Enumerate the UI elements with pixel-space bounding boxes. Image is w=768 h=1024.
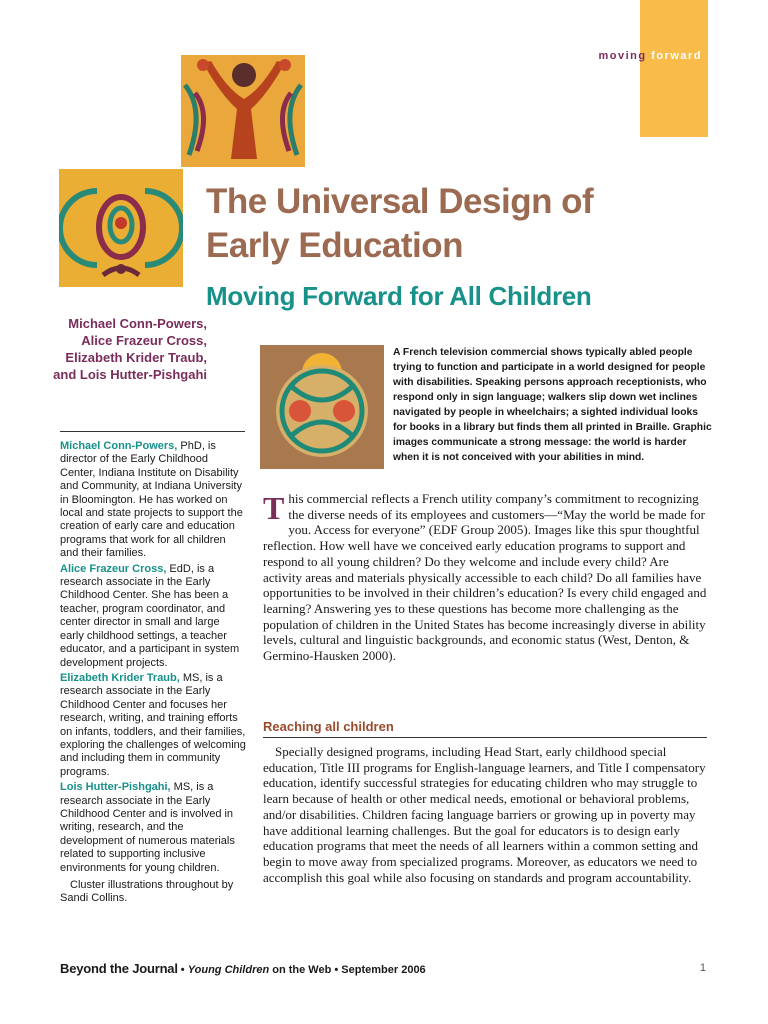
author-line: Michael Conn-Powers, — [68, 316, 207, 331]
bio — [60, 563, 246, 670]
author-line: Alice Frazeur Cross, — [81, 333, 207, 348]
bio-name: Michael Conn-Powers, — [60, 440, 178, 452]
body-paragraph: Specially designed programs, including Head Start, early childhood special education, Title III programs for English-language learners, and Title I compensatory education, identify successful strategies for educating children who may struggle to learn because of health or other medical needs, emotional or behavioral problems, and/or disabilities. Children facing language barriers or growing up in poverty may have additional learning challenges. But the goal for educators is to design early education programs that meet the needs of all learners within a common setting and begin to move away from specialized programs. Moreover, as educators we need to accomplish this goal while also focusing on standards and program accountability. — [263, 744, 706, 885]
footer-separator: • — [177, 964, 188, 976]
bio-name: Elizabeth Krider Traub, — [60, 671, 180, 684]
publication-name: Young Children — [187, 964, 270, 976]
illustration-credit: Cluster illustrations throughout by Sandi Collins. — [60, 879, 234, 905]
section-kicker — [540, 50, 702, 62]
journal-name: Beyond the Journal — [60, 961, 178, 976]
kicker-word-2: forward — [651, 50, 702, 62]
bio — [60, 440, 246, 561]
intro-paragraph: A French television commercial shows typically abled people trying to function and participate in a world designed for people with disabilities. Speaking persons approach receptionists, who respond only in sign language; walkers slip down wet inclines navigated by people in wheelchairs; a sighted individual looks for books in a library but finds them all printed in Braille. Graphic images communicate a strong message: the world is harder when it is not conceived with your abilities in mind. — [393, 347, 712, 463]
bio-text: MS, is a research associate in the Early Childhood Center and focuses her research, writing, and training efforts on infants, toddlers, and their families, exploring the challenges of welcoming and including them in community programs. — [60, 671, 246, 778]
article-title: The Universal Design of Early Education — [206, 182, 594, 265]
bio-text: PhD, is director of the Early Childhood Center, Indiana Institute on Disability and Community, at Indiana University in Bloomington. He has worked on local and state projects to support the creation of early care and education programs that work for all children and their families. — [60, 440, 243, 560]
author-line: and Lois Hutter-Pishgahi — [53, 367, 207, 382]
bio-text: EdD, is a research associate in the Early Childhood Center. She has been a teacher, program coordinator, and center director in small and large early childhood settings, a teacher educator, and a participant in system development projects. — [60, 562, 240, 669]
illustration-figure-arms — [181, 55, 305, 167]
divider — [60, 431, 245, 432]
author-line: Elizabeth Krider Traub, — [65, 350, 207, 365]
page-number: 1 — [699, 962, 706, 974]
author-bios — [60, 440, 246, 908]
bio-text: MS, is a research associate in the Early Childhood Center and is involved in writing, research, and the development of numerous materials related to supporting inclusive environments for young children. — [60, 781, 235, 874]
section-tab — [640, 0, 708, 137]
kicker-word-1: moving — [598, 50, 647, 62]
body-text: his commercial reflects a French utility company’s commitment to recognizing the diverse needs of its employees and customers—“May the world be made for you. Access for everyone” (EDF Group 2005). Images like this spur thoughtful reflection. How well have we conceived early education programs to support and respond to all young children? Do they welcome and include every child? Are activity areas and materials physically accessible to each child? Do all families have opportunities to be involved in their children’s education? Is every child engaged and learning? Answering yes to these questions has become more challenging as the population of children in the United States has become increasingly diverse in ability levels, cultural and linguistic backgrounds, and economic status (West, Denton, & Germino-Hausken 2000). — [263, 491, 707, 664]
illustration-circles — [260, 345, 384, 469]
section-heading: Reaching all children — [263, 719, 394, 734]
bio-name: Lois Hutter-Pishgahi, — [60, 781, 171, 794]
heading-rule — [263, 737, 707, 738]
bio — [60, 672, 246, 779]
article-subtitle: Moving Forward for All Children — [206, 281, 592, 311]
footer-date: on the Web • September 2006 — [269, 964, 426, 976]
bio — [60, 781, 246, 875]
illustration-concentric — [59, 169, 183, 287]
author-byline — [40, 315, 207, 383]
page-footer — [60, 961, 560, 976]
drop-cap: T — [263, 490, 285, 526]
bio-name: Alice Frazeur Cross, — [60, 562, 167, 575]
body-paragraph — [263, 491, 707, 664]
